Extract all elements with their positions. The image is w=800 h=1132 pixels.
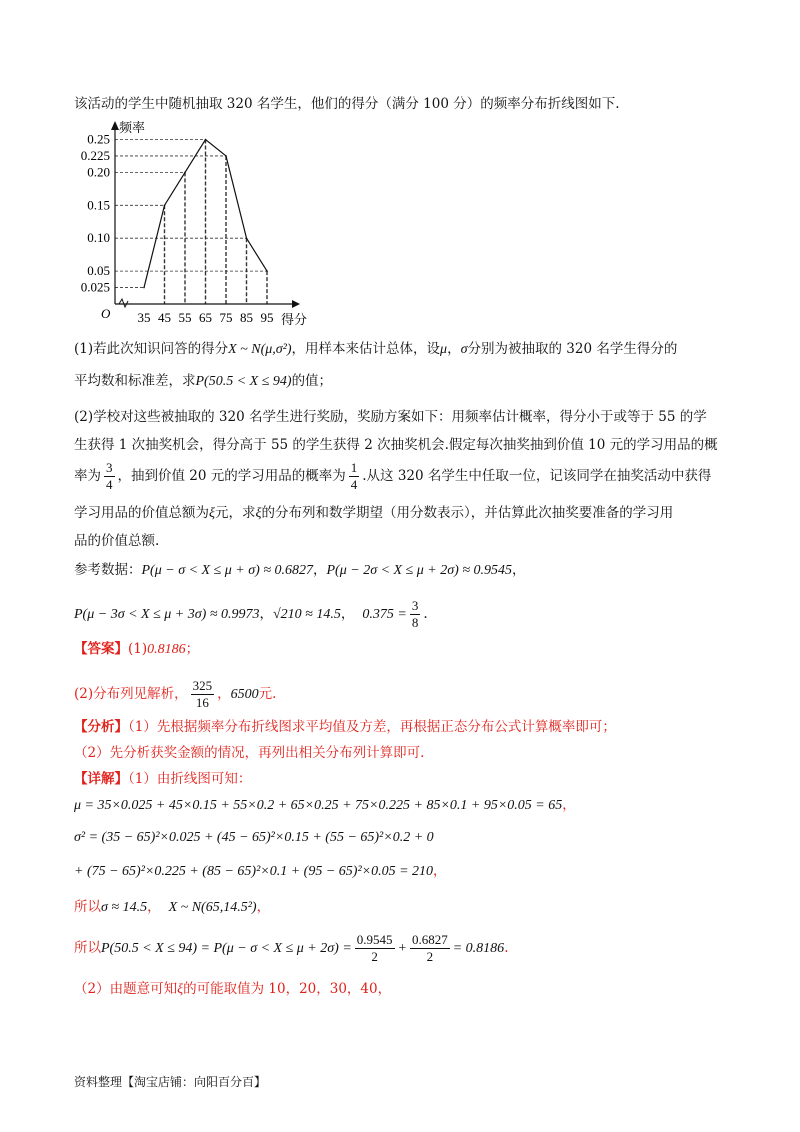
fraction-three-quarters: $\frac{3}{4}$ — [106, 460, 113, 492]
origin-label: O — [101, 306, 111, 321]
expectation-fraction: $\frac{325}{16}$ — [192, 678, 213, 710]
y-tick-label: 0.20 — [87, 164, 110, 180]
x-tick-label: 85 — [240, 310, 253, 325]
fraction-one-quarter: $\frac{1}{4}$ — [350, 460, 358, 492]
analysis-line1: 【分析】（1）先根据频率分布折线图求平均值及方差，再根据正态分布公式计算概率即可； — [74, 719, 616, 735]
answer-line1: 【答案】(1)0.8186； — [74, 641, 200, 657]
data-point — [225, 155, 227, 157]
sigma-result: 所以σ ≈ 14.5， X ~ N(65,14.5²)， — [74, 899, 271, 915]
x-tick-label: 65 — [199, 310, 212, 325]
reference-line2: P(μ − 3σ < X ≤ μ + 3σ) ≈ 0.9973，√210 ≈ 14.5， 0.375 = $\frac{3}{8}$ . — [74, 598, 428, 630]
y-tick-label: 0.15 — [87, 197, 110, 213]
variance-equation-2: + (75 − 65)²×0.225 + (85 − 65)²×0.1 + (95 − 65)²×0.05 = 210， — [74, 863, 447, 879]
x-tick-label: 95 — [260, 310, 274, 325]
y-tick-label: 0.10 — [87, 230, 110, 246]
y-axis-arrow — [111, 121, 119, 130]
x-tick-label: 55 — [178, 310, 192, 325]
normal-dist-formula: X ~ N(μ,σ²) — [228, 342, 292, 357]
q2-line4: 学习用品的价值总额为ξ元，求ξ的分布列和数学期望（用分数表示），并估算此次抽奖要准备的学习用 — [74, 505, 674, 521]
q1-line1: (1)若此次知识问答的得分X ~ N(μ,σ²)，用样本来估计总体，设μ，σ分别为被抽取的 320 名学生得分的 — [74, 341, 678, 357]
x-tick-label: 35 — [137, 310, 151, 325]
q2-line5: 品的价值总额. — [74, 533, 160, 549]
y-tick-label: 0.225 — [80, 147, 110, 163]
y-tick-label: 0.25 — [87, 131, 110, 147]
reference-line1: 参考数据：P(μ − σ < X ≤ μ + σ) ≈ 0.6827，P(μ − 2σ < X ≤ μ + 2σ) ≈ 0.9545， — [74, 562, 526, 578]
axis-break — [119, 299, 128, 307]
answer-line2: (2)分布列见解析， $\frac{325}{16}$ ，6500元. — [74, 678, 277, 710]
variance-equation-1: σ² = (35 − 65)²×0.025 + (45 − 65)²×0.15 + (55 − 65)²×0.2 + 0 — [74, 830, 434, 845]
footer-source: 资料整理【淘宝店铺：向阳百分百】 — [74, 1075, 267, 1089]
frequency-polygon-chart — [70, 118, 320, 326]
intro-text: 该活动的学生中随机抽取 320 名学生，他们的得分（满分 100 分）的频率分布折线图如下. — [74, 96, 620, 112]
q2-line3: 率为 $\frac{3}{4}$ ，抽到价值 20 元的学习用品的概率为 $\frac{1}{4}$ .从这 320 名学生中任取一位，记该同学在抽奖活动中获得 — [74, 460, 712, 492]
detail-line-part2: （2）由题意可知ξ的可能取值为 10，20，30，40， — [74, 981, 392, 997]
probability-result: 所以P(50.5 < X ≤ 94) = P(μ − σ < X ≤ μ + 2σ) = $\frac{0.9545}{2}$ + $\frac{0.6827}{2}$ = 0.8186. — [74, 932, 509, 964]
q1-line2: 平均数和标准差，求P(50.5 < X ≤ 94)的值； — [74, 373, 333, 389]
data-point — [143, 287, 145, 289]
y-axis-label: 频率 — [119, 121, 146, 136]
probability-expression: P(50.5 < X ≤ 94) — [195, 374, 292, 389]
x-tick-label: 75 — [219, 310, 233, 325]
x-tick-label: 45 — [158, 310, 171, 325]
data-point — [184, 172, 186, 174]
data-point — [266, 270, 268, 272]
chart-reference-lines — [115, 140, 267, 305]
mean-equation: μ = 35×0.025 + 45×0.15 + 55×0.2 + 65×0.25 + 75×0.225 + 85×0.1 + 95×0.05 = 65， — [74, 797, 576, 813]
x-axis-arrow — [292, 300, 300, 308]
y-tick-label: 0.05 — [87, 263, 110, 279]
analysis-line2: （2）先分析获奖金额的情况，再列出相关分布列计算即可. — [74, 745, 425, 761]
y-tick-label: 0.025 — [80, 279, 110, 295]
data-point — [246, 237, 248, 239]
data-point — [164, 205, 166, 207]
detail-line1: 【详解】（1）由折线图可知： — [74, 771, 252, 787]
data-point — [205, 139, 207, 141]
fraction-three-eighths: $\frac{3}{8}$ — [411, 598, 419, 630]
x-axis-label: 得分 — [281, 313, 308, 326]
q2-line1: (2)学校对这些被抽取的 320 名学生进行奖励，奖励方案如下：用频率估计概率，得分小于或等于 55 的学 — [74, 409, 707, 425]
q2-line2: 生获得 1 次抽奖机会，得分高于 55 的学生获得 2 次抽奖机会.假定每次抽奖抽到价值 10 元的学习用品的概 — [74, 437, 718, 453]
